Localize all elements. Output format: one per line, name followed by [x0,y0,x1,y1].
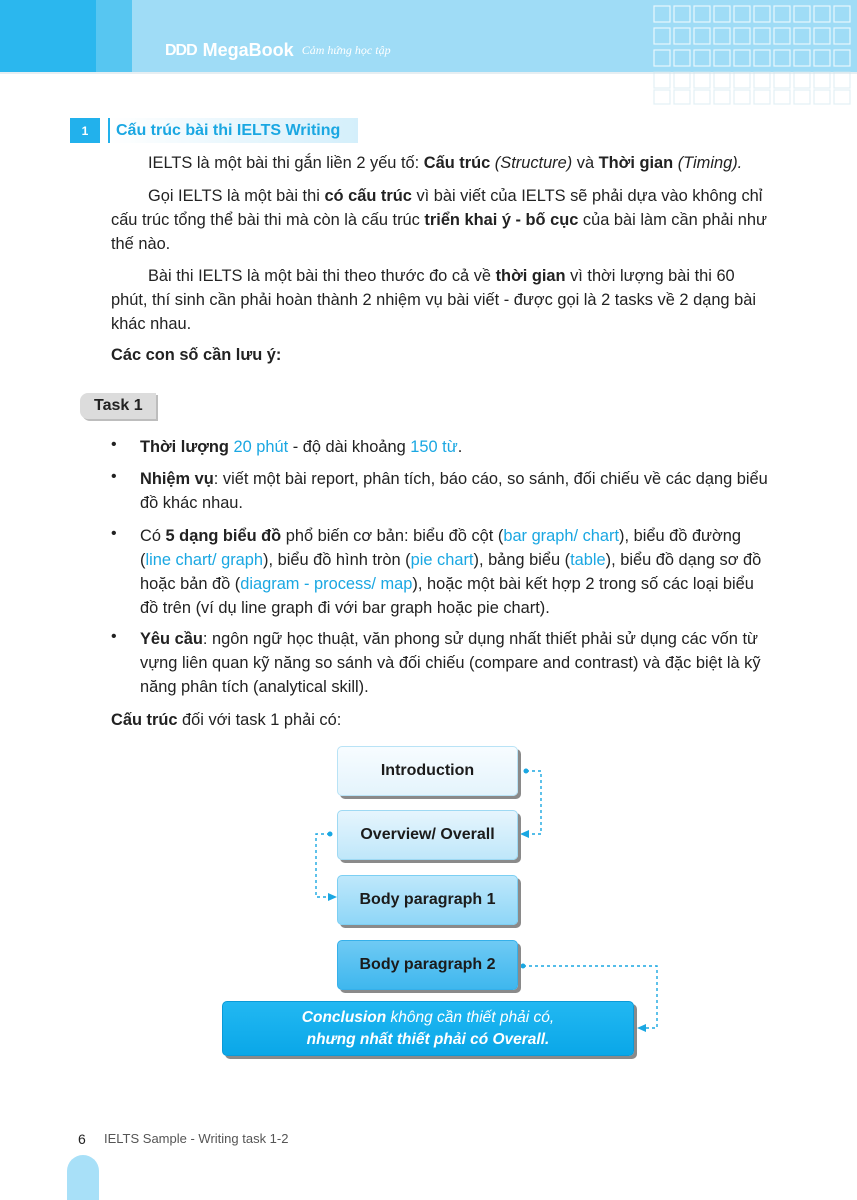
diagram-body2-box: Body paragraph 2 [337,940,518,990]
conclusion-line-1: Conclusion không cần thiết phải có, [301,1008,555,1026]
brand-tagline: Cảm hứng học tập [301,43,391,57]
structure-intro: Cấu trúc đối với task 1 phải có: [111,711,342,729]
brand [165,40,391,61]
diagram-overview-box: Overview/ Overall [337,810,518,860]
bullet-duration: Thời lượng 20 phút - độ dài khoảng 150 từ. [140,438,463,456]
page-number: 6 [78,1131,86,1147]
arrowhead-icon [328,893,337,901]
bullet-icon: • [111,436,117,453]
connector-intro-to-overview [526,771,541,834]
bullet-icon: • [111,525,117,542]
connector-dot [521,964,526,969]
diagram-body1-box: Body paragraph 1 [337,875,518,925]
paragraph-structure: Gọi IELTS là một bài thi có cấu trúc vì bài viết của IELTS sẽ phải dựa vào không chỉ cấu trúc tổng thể bài thi mà còn là cấu trúc triển khai ý - bố cục của bài làm cần phải như thế nào. [111,187,768,253]
brand-name: MegaBook [202,40,294,60]
diagram-conclusion-box [222,1001,634,1056]
bullet-task: Nhiệm vụ: viết một bài report, phân tích, báo cáo, so sánh, đối chiếu về các dạng biểu đồ khác nhau. [140,470,768,512]
bullet-chart-types: Có 5 dạng biểu đồ phổ biến cơ bản: biểu đồ cột (bar graph/ chart), biểu đồ đường (line chart/ graph), biểu đồ hình tròn (pie chart), bảng biểu (table), biểu đồ dạng sơ đồ hoặc bản đồ (diagram - process/ map), hoặc một bài kết hợp 2 trong số các loại biểu đồ trên (ví dụ line graph đi với bar graph hoặc pie chart). [140,527,762,617]
section-title: Cấu trúc bài thi IELTS Writing [116,122,341,139]
task-label: Task 1 [94,397,143,414]
bullet-requirements: Yêu cầu: ngôn ngữ học thuật, văn phong sử dụng nhất thiết phải sử dụng các vốn từ vựng liên quan kỹ năng so sánh và đối chiếu (compare and contrast) và đặc biệt là kỹ năng phân tích (analytical skill). [140,630,761,696]
header-accent-strip [0,0,96,72]
footer-title: IELTS Sample - Writing task 1-2 [104,1131,289,1146]
header-accent-strip-light [96,0,132,72]
arrowhead-icon [520,830,529,838]
bullet-icon: • [111,628,117,645]
connector-overview-to-body1 [316,834,330,897]
connector-dot [328,832,333,837]
paragraph-intro: IELTS là một bài thi gắn liền 2 yếu tố: Cấu trúc (Structure) và Thời gian (Timing). [148,154,743,172]
numbers-heading: Các con số cần lưu ý: [111,346,282,364]
paragraph-timing: Bài thi IELTS là một bài thi theo thước đo cả về thời gian vì thời lượng bài thi 60 phút, thí sinh cần phải hoàn thành 2 nhiệm vụ bài viết - được gọi là 2 tasks về 2 dạng bài khác nhau. [111,267,756,333]
section-number: 1 [70,118,100,143]
connector-dot [524,769,529,774]
diagram-introduction-box: Introduction [337,746,518,796]
grid-pattern-decoration [652,2,857,106]
megabook-logo-icon: DDD [165,41,197,59]
conclusion-line-2: nhưng nhất thiết phải có Overall. [306,1030,550,1048]
arrowhead-icon [637,1024,646,1032]
footer-tab-decoration [67,1155,99,1200]
bullet-icon: • [111,468,117,485]
